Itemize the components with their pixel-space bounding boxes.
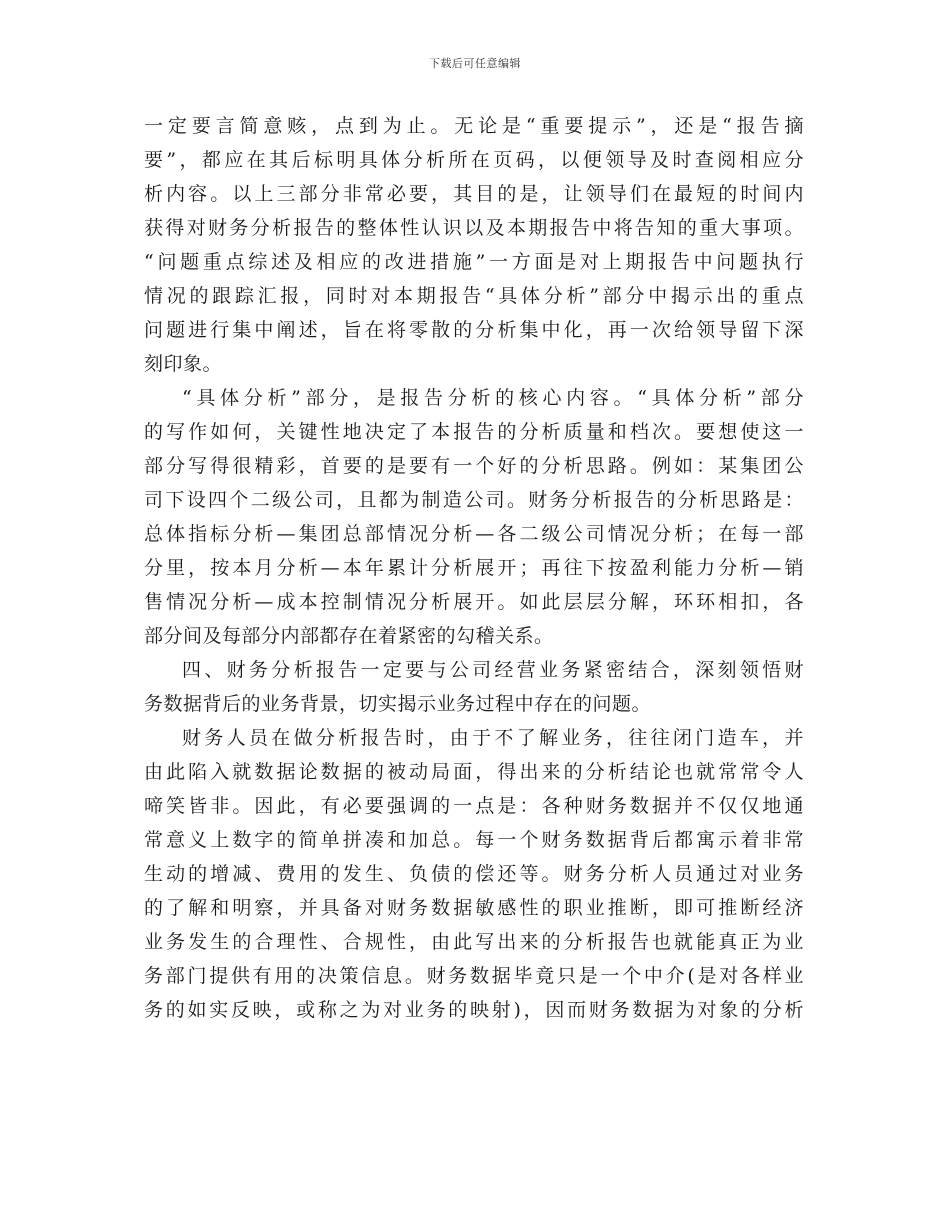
text-line: 务部门提供有用的决策信息。财务数据毕竟只是一个中介(是对各样业: [144, 965, 804, 987]
text-line: 业务发生的合理性、合规性，由此写出来的分析报告也就能真正为业: [144, 931, 804, 953]
text-line: 财务人员在做分析报告时，由于不了解业务，往往闭门造车，并: [182, 727, 804, 749]
text-line: 四、财务分析报告一定要与公司经营业务紧密结合，深刻领悟财: [182, 659, 804, 681]
text-line: 务数据背后的业务背景，切实揭示业务过程中存在的问题。: [144, 693, 652, 715]
text-line: 常意义上数字的简单拼凑和加总。每一个财务数据背后都寓示着非常: [144, 829, 804, 851]
text-line: 生动的增减、费用的发生、负债的偿还等。财务分析人员通过对业务: [144, 863, 804, 885]
text-line: 分里，按本月分析—本年累计分析展开；再往下按盈利能力分析—销: [144, 557, 804, 579]
text-line: “问题重点综述及相应的改进措施”一方面是对上期报告中问题执行: [144, 251, 804, 273]
text-line: 问题进行集中阐述，旨在将零散的分析集中化，再一次给领导留下深: [144, 319, 804, 341]
page-header: 下载后可任意编辑: [429, 57, 521, 70]
text-line: “具体分析”部分，是报告分析的核心内容。“具体分析”部分: [182, 387, 804, 409]
text-line: 司下设四个二级公司，且都为制造公司。财务分析报告的分析思路是：: [144, 489, 804, 511]
text-line: 析内容。以上三部分非常必要，其目的是，让领导们在最短的时间内: [144, 183, 804, 205]
text-line: 务的如实反映，或称之为对业务的映射)，因而财务数据为对象的分析: [144, 999, 804, 1021]
document-body: [144, 109, 804, 1027]
text-line: 要”，都应在其后标明具体分析所在页码，以便领导及时查阅相应分: [144, 149, 804, 171]
text-line: 的了解和明察，并具备对财务数据敏感性的职业推断，即可推断经济: [144, 897, 804, 919]
text-line: 情况的跟踪汇报，同时对本期报告“具体分析”部分中揭示出的重点: [144, 285, 804, 307]
text-line: 一定要言简意赅，点到为止。无论是“重要提示”，还是“报告摘: [144, 115, 804, 137]
text-line: 由此陷入就数据论数据的被动局面，得出来的分析结论也就常常令人: [144, 761, 804, 783]
text-line: 总体指标分析—集团总部情况分析—各二级公司情况分析；在每一部: [144, 523, 804, 545]
text-line: 的写作如何，关键性地决定了本报告的分析质量和档次。要想使这一: [144, 421, 804, 443]
text-line: 部分间及每部分内部都存在着紧密的勾稽关系。: [144, 625, 554, 647]
text-line: 部分写得很精彩，首要的是要有一个好的分析思路。例如：某集团公: [144, 455, 804, 477]
text-line: 获得对财务分析报告的整体性认识以及本期报告中将告知的重大事项。: [144, 217, 804, 239]
text-line: 刻印象。: [144, 353, 223, 375]
text-line: 啼笑皆非。因此，有必要强调的一点是：各种财务数据并不仅仅地通: [144, 795, 804, 817]
text-line: 售情况分析—成本控制情况分析展开。如此层层分解，环环相扣，各: [144, 591, 804, 613]
